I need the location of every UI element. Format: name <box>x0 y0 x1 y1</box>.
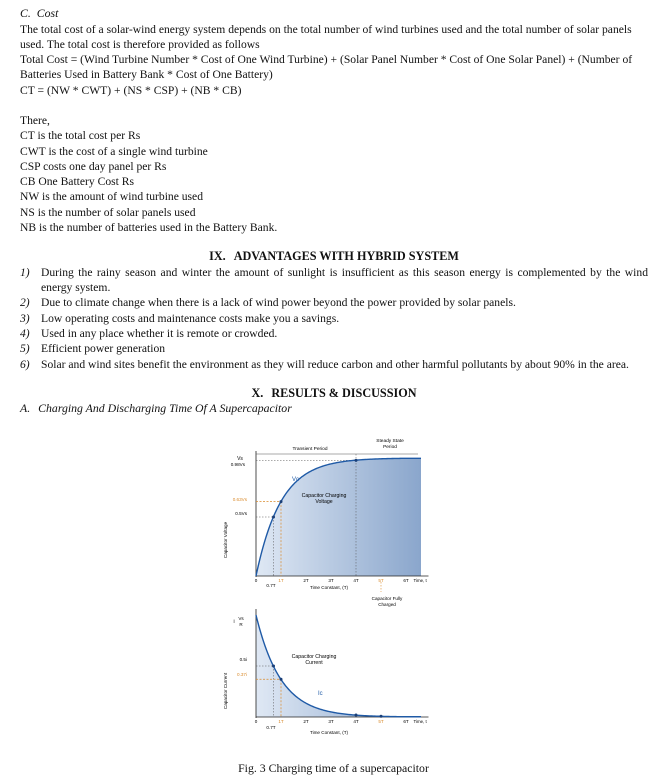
tick-label: 3T <box>328 578 334 583</box>
figure-caption: Fig. 3 Charging time of a supercapacitor <box>238 761 429 775</box>
list-item: 3) Low operating costs and maintenance costs make you a savings. <box>20 311 340 325</box>
vs-r-label-1: Vs <box>238 616 244 621</box>
curve-point <box>272 665 275 668</box>
supercapacitor-figure <box>216 433 448 759</box>
list-item: 4) Used in any place whether it is remote or crowded. <box>20 327 278 341</box>
cost-formula: CT = (NW * CWT) + (NS * CSP) + (NB * CB) <box>20 83 242 97</box>
voltage-y-label: Capacitor Voltage <box>223 521 228 559</box>
advantages-list <box>20 265 648 372</box>
ic-label: Ic <box>318 691 323 697</box>
tick-label: 4T <box>353 578 359 583</box>
tick-label: 2T <box>303 578 309 583</box>
tick-label: 6T <box>403 578 409 583</box>
transient-period-label: Transient Period <box>292 447 328 452</box>
tick-label: 1T <box>278 578 284 583</box>
cost-def-3: CSP costs one day panel per Rs <box>20 159 167 173</box>
cost-def-5: NW is the amount of wind turbine used <box>20 190 204 204</box>
curve-point <box>272 516 275 519</box>
voltage-curve-label-2: Voltage <box>315 499 333 505</box>
tick-label: 0 <box>254 578 258 583</box>
level-037i-label: 0.37i <box>237 672 247 677</box>
cost-formula-words: Total Cost = (Wind Turbine Number * Cost of One Wind Turbine) + (Solar Panel Number * Cost of One Solar Panel) + (Number of Batteries Used in Battery Bank * Cost of One Battery) <box>20 53 633 82</box>
time-constant-label: Time Constant, (T) <box>309 730 349 735</box>
current-curve-label-1: Capacitor Charging <box>291 654 337 660</box>
i-label: i <box>233 619 235 625</box>
cost-heading-text: Cost <box>36 6 59 20</box>
level-05-label: 0.5Vs <box>235 511 247 516</box>
list-item: 6) Solar and wind sites benefit the environment as they will reduce carbon and other harmful pollutants by about 90% in the area. <box>20 357 629 371</box>
list-item: 2) Due to climate change when there is a lack of wind power beyond the power provided by solar panels. <box>20 296 516 310</box>
steady-period-label-1: Steady State <box>376 439 404 444</box>
curve-point <box>280 500 283 503</box>
vc-label: Vc <box>292 477 300 483</box>
tick-label: 1T <box>278 719 284 724</box>
results-number: X. <box>251 385 264 400</box>
list-item: 5) Efficient power generation <box>20 342 166 356</box>
paper-page <box>20 4 648 417</box>
advantages-heading <box>20 249 648 265</box>
tick-label: 2T <box>303 719 309 724</box>
tick-label: 5T <box>378 719 384 724</box>
results-subheading: A. Charging And Discharging Time Of A Supercapacitor <box>20 401 292 416</box>
cost-def-2: CWT is the cost of a single wind turbine <box>20 144 208 158</box>
curve-point <box>355 713 358 716</box>
tick-label: 4T <box>353 719 359 724</box>
list-item: 1) During the rainy season and winter the amount of sunlight is insufficient as this season energy is complemented by the wind energy system. <box>20 265 648 295</box>
fully-charged-label-2: Charged <box>378 602 396 607</box>
cost-def-1: CT is the total cost per Rs <box>20 129 141 143</box>
advantages-title: ADVANTAGES WITH HYBRID SYSTEM <box>233 249 459 264</box>
tick-label: 5T <box>378 578 384 583</box>
t07-label: 0.7T <box>266 583 276 588</box>
time-axis-label: Time, t <box>413 719 427 724</box>
curve-point <box>280 678 283 681</box>
steady-period-label-2: Period <box>383 445 397 450</box>
results-title: RESULTS & DISCUSSION <box>271 385 417 400</box>
current-curve-label-2: Current <box>305 660 323 666</box>
tick-label: 6T <box>403 719 409 724</box>
cost-intro: The total cost of a solar-wind energy system depends on the total number of wind turbines used and the total number of solar panels used. The total cost is therefore provided as follows <box>20 22 632 51</box>
t07-label: 0.7T <box>266 725 276 730</box>
cost-def-6: NS is the number of solar panels used <box>20 205 196 219</box>
cost-def-4: CB One Battery Cost Rs <box>20 175 135 189</box>
curve-point <box>355 459 358 462</box>
fully-charged-label-1: Capacitor Fully <box>371 596 403 601</box>
tick-label: 0 <box>254 719 258 724</box>
curve-point <box>380 715 383 718</box>
results-heading <box>20 386 648 402</box>
time-constant-label: Time Constant, (T) <box>309 585 349 590</box>
voltage-x-ticks <box>255 578 428 583</box>
cost-heading <box>20 6 648 22</box>
vs-r-label-2: R <box>239 622 243 627</box>
advantages-number: IX. <box>209 249 226 264</box>
vs-label: Vs <box>237 456 243 462</box>
level-063-label: 0.63Vs <box>232 497 247 502</box>
voltage-curve-label-1: Capacitor Charging <box>301 493 347 499</box>
level-05i-label: 0.5i <box>239 657 247 662</box>
current-y-label: Capacitor Current <box>223 672 228 710</box>
level-098-label: 0.98Vs <box>230 462 245 467</box>
cost-there: There, <box>20 113 50 127</box>
current-plot <box>223 609 429 735</box>
cost-heading-letter: C. <box>20 6 31 20</box>
current-x-ticks <box>255 719 428 724</box>
time-axis-label: Time, t <box>413 578 427 583</box>
voltage-plot <box>223 438 429 607</box>
tick-label: 3T <box>328 719 334 724</box>
cost-def-7: NB is the number of batteries used in the Battery Bank. <box>20 221 278 235</box>
